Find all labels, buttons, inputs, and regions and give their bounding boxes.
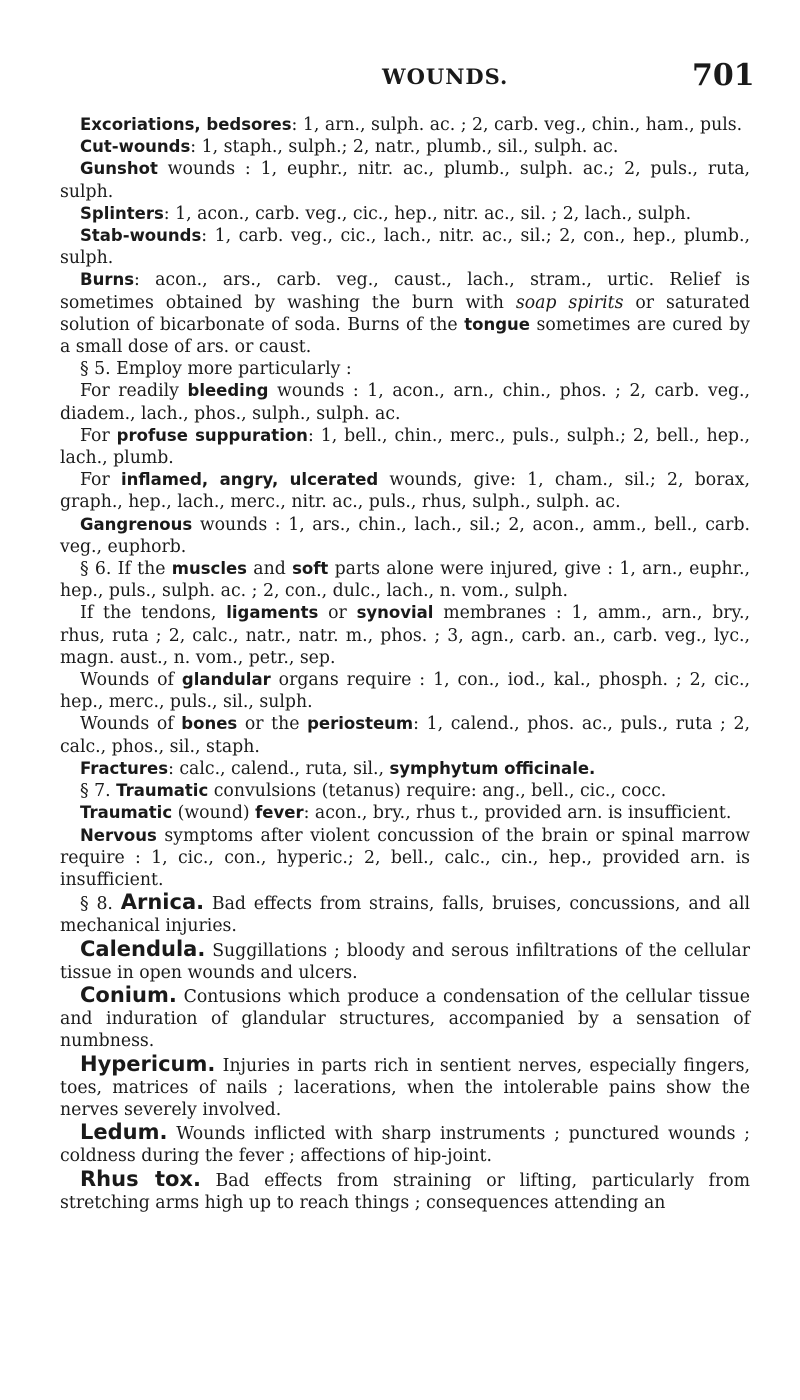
bold-term: Traumatic <box>116 781 209 801</box>
text-run: : 1, acon., carb. veg., cic., hep., nitr. ac., sil. ; 2, lach., sulph. <box>163 203 692 224</box>
bold-term: soft <box>292 559 329 579</box>
bold-term: Fractures <box>80 758 169 778</box>
text-run: sometimes are cured by a small dose of ars. or caust. <box>60 314 750 358</box>
bold-term: Rhus tox. <box>80 1166 201 1191</box>
text-run: wounds : 1, euphr., nitr. ac., plumb., sulph. ac.; 2, puls., ruta, sulph. <box>60 159 750 202</box>
paragraph <box>60 269 750 358</box>
bold-term: bones <box>181 714 238 734</box>
text-run: and <box>247 559 293 580</box>
text-run: : 1, bell., chin., merc., puls., sulph.; 2, bell., hep., lach., plumb. <box>60 425 750 469</box>
paragraph <box>60 158 750 202</box>
text-run: § 8. <box>80 894 121 915</box>
text-run: or the <box>237 714 308 735</box>
page-header <box>0 58 800 98</box>
text-run: : 1, carb. veg., cic., lach., nitr. ac., sil.; 2, con., hep., plumb., sulph. <box>60 226 750 269</box>
bold-term: Traumatic <box>80 803 173 823</box>
bold-term: ligaments <box>226 603 319 623</box>
bold-term: Gangrenous <box>80 514 193 534</box>
bold-term: Splinters <box>80 203 164 223</box>
paragraph <box>60 780 750 802</box>
text-run: or saturated solution of bicarbonate of soda. Burns of the <box>60 292 750 335</box>
paragraph <box>60 1121 750 1167</box>
running-head: WOUNDS. <box>382 64 509 89</box>
bold-term: periosteum <box>307 714 414 734</box>
text-run: For <box>80 470 121 491</box>
text-run: or <box>318 603 357 624</box>
paragraph <box>60 713 750 757</box>
paragraph <box>60 558 750 602</box>
text-run: convulsions (tetanus) require: ang., bell., cic., cocc. <box>208 781 667 802</box>
bold-term: muscles <box>171 559 247 579</box>
text-run: Contusions which produce a condensation of the cellular tissue and induration of glandular structures, accompanied by a sensation of numbness. <box>60 986 750 1052</box>
bold-term: symphytum officinale. <box>389 758 596 778</box>
text-run: Wounds of <box>80 714 182 735</box>
text-run: Bad effects from strains, falls, bruises, concussions, and all mechanical injuries. <box>60 894 750 937</box>
text-run: Suggillations ; bloody and serous infiltrations of the cellular tissue in open wounds and ulcers. <box>60 940 750 983</box>
bold-term: bleeding <box>187 381 269 401</box>
text-run: : acon., ars., carb. veg., caust., lach., stram., urtic. Relief is sometimes obtained by washing the burn with <box>60 270 750 313</box>
paragraph <box>60 114 750 136</box>
bold-term: Ledum. <box>80 1120 168 1145</box>
bold-term: Gunshot <box>80 159 158 179</box>
text-run: : 1, calend., phos. ac., puls., ruta ; 2, calc., phos., sil., staph. <box>60 714 750 757</box>
text-run: Wounds inflicted with sharp instruments ; punctured wounds ; coldness during the fever ; affections of hip-joint. <box>60 1124 750 1167</box>
text-run: wounds, give: 1, cham., sil.; 2, borax, graph., hep., lach., merc., nitr. ac., puls., rhus, sulph., sulph. ac. <box>60 470 750 513</box>
text-run: parts alone were injured, give : 1, arn., euphr., hep., puls., sulph. ac. ; 2, con., dulc., lach., n. vom., sulph. <box>60 559 750 602</box>
paragraph <box>60 358 750 380</box>
text-run: Wounds of <box>80 670 182 691</box>
paragraph <box>60 469 750 513</box>
text-run: wounds : 1, ars., chin., lach., sil.; 2, acon., amm., bell., carb. veg., euphorb. <box>60 514 750 557</box>
text-run: § 5. Employ more particularly : <box>80 359 352 380</box>
bold-term: synovial <box>356 603 434 623</box>
text-run: § 6. If the <box>80 559 172 580</box>
bold-term: fever <box>255 803 304 823</box>
text-run: : 1, arn., sulph. ac. ; 2, carb. veg., chin., ham., puls. <box>291 115 743 135</box>
paragraph <box>60 225 750 269</box>
paragraph <box>60 758 750 780</box>
bold-term: Hypericum. <box>80 1051 216 1076</box>
italic-run: soap spirits <box>515 292 624 313</box>
text-run: (wound) <box>172 803 256 824</box>
text-run: : acon., bry., rhus t., provided arn. is insufficient. <box>303 803 732 824</box>
paragraph <box>60 825 750 892</box>
paragraph <box>60 891 750 937</box>
paragraph <box>60 1168 750 1214</box>
bold-term: Nervous <box>80 825 157 845</box>
paragraph <box>60 203 750 225</box>
text-run: For readily <box>80 381 188 402</box>
body-text <box>60 114 750 1214</box>
paragraph <box>60 425 750 469</box>
paragraph <box>60 984 750 1053</box>
paragraph <box>60 938 750 984</box>
text-run: wounds : 1, acon., arn., chin., phos. ; 2, carb. veg., diadem., lach., phos., sulph., sulph. ac. <box>60 381 750 424</box>
text-run: membranes : 1, amm., arn., bry., rhus, ruta ; 2, calc., natr., natr. m., phos. ; 3, agn., carb. an., carb. veg., lyc., magn. aust., n. vom., petr., sep. <box>60 603 750 668</box>
paragraph <box>60 1053 750 1122</box>
bold-term: inflamed, angry, ulcerated <box>120 470 379 490</box>
bold-term: glandular <box>181 670 271 690</box>
bold-term: Calendula. <box>80 936 206 961</box>
text-run: § 7. <box>80 781 117 802</box>
bold-term: Burns <box>80 270 135 290</box>
paragraph <box>60 514 750 558</box>
bold-term: Cut-wounds <box>80 137 191 157</box>
paragraph <box>60 136 750 158</box>
paragraph <box>60 380 750 424</box>
text-run: : 1, staph., sulph.; 2, natr., plumb., sil., sulph. ac. <box>190 137 619 158</box>
bold-term: tongue <box>464 314 530 334</box>
page-number: 701 <box>692 58 755 93</box>
bold-term: profuse suppuration <box>116 425 308 445</box>
bold-term: Stab-wounds <box>80 226 202 246</box>
text-run: symptoms after violent concussion of the brain or spinal marrow require : 1, cic., con., hyperic.; 2, bell., calc., cin., hep., provided arn. is insufficient. <box>60 825 750 890</box>
bold-term: Arnica. <box>120 890 205 915</box>
text-run: If the tendons, <box>80 603 227 624</box>
paragraph <box>60 669 750 713</box>
text-run: : calc., calend., ruta, sil., <box>168 758 390 779</box>
bold-term: Conium. <box>80 982 177 1007</box>
text-run: For <box>80 425 117 446</box>
text-run: Injuries in parts rich in sentient nerves, especially fingers, toes, matrices of nails ; lacerations, when the intolerable pains show the nerves severely involved. <box>60 1055 750 1120</box>
text-run: Bad effects from straining or lifting, particularly from stretching arms high up to reach things ; consequences attending an <box>60 1170 750 1213</box>
paragraph <box>60 602 750 669</box>
paragraph <box>60 802 750 824</box>
text-run: organs require : 1, con., iod., kal., phosph. ; 2, cic., hep., merc., puls., sil., sulph. <box>60 670 750 713</box>
bold-term: Excoriations, bedsores <box>80 115 292 134</box>
